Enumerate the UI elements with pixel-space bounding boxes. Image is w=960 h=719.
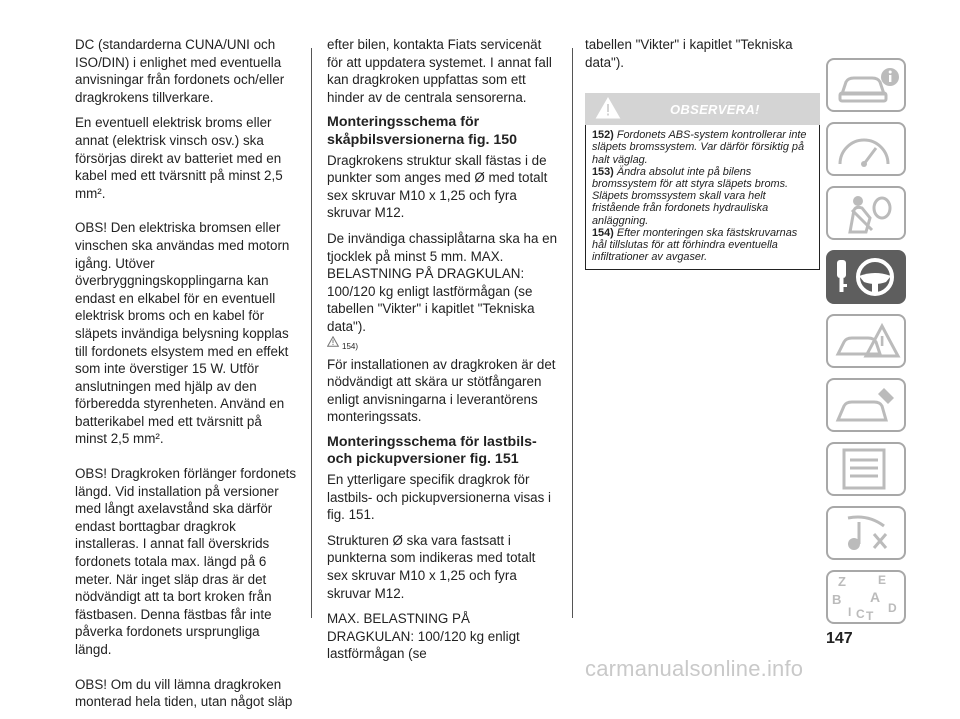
section-heading: Monteringsschema för lastbils- och pickupversioner fig. 151 xyxy=(327,433,537,468)
paragraph: OBS! Om du vill lämna dragkroken monterad hela tiden, utan något släp xyxy=(75,676,293,710)
index-letter: A xyxy=(870,589,881,605)
paragraph: tabellen "Vikter" i kapitlet "Tekniska data"). xyxy=(585,37,793,70)
tab-emergency[interactable] xyxy=(826,314,906,368)
index-alphabet-icon xyxy=(828,572,904,622)
note-title: OBSERVERA! xyxy=(670,102,760,118)
text-column-1 xyxy=(75,36,297,719)
index-letter: E xyxy=(878,573,887,587)
column-separator xyxy=(572,48,573,618)
tab-starting-driving[interactable] xyxy=(826,250,906,304)
maintenance-car-icon xyxy=(828,380,904,430)
note-number: 152) xyxy=(592,129,614,142)
index-letter: Z xyxy=(838,574,846,589)
warning-ref-number: 154) xyxy=(342,341,359,351)
index-letter: I xyxy=(848,605,852,619)
index-letter: T xyxy=(866,609,874,622)
warning-triangle-icon xyxy=(327,336,339,347)
note-number: 154) xyxy=(592,226,614,239)
tab-index[interactable] xyxy=(826,570,906,624)
car-info-icon xyxy=(828,60,904,110)
warning-triangle-icon xyxy=(595,96,621,120)
tab-car-info[interactable] xyxy=(826,58,906,112)
index-letter: D xyxy=(888,601,897,615)
page-number: 147 xyxy=(826,630,853,647)
paragraph: De invändiga chassiplåtarna ska ha en tjocklek på minst 5 mm. MAX. BELASTNING PÅ DRAGKULAN: 100/120 kg enligt lastförmågan (se tabellen "Vikter" i kapitlet "Tekniska data"). xyxy=(327,230,558,334)
note-box xyxy=(585,125,820,270)
tab-technical-data[interactable] xyxy=(826,442,906,496)
paragraph: efter bilen, kontakta Fiats servicenät för att uppdatera systemet. I annat fall kan dragkroken uppfattas som ett hinder av de centrala sensorerna. xyxy=(327,37,552,105)
paragraph: En ytterligare specifik dragkrok för lastbils- och pickupversionerna visas i fig. 151. xyxy=(327,472,552,523)
tab-dashboard[interactable] xyxy=(826,122,906,176)
note-header xyxy=(585,93,820,125)
paragraph: För installationen av dragkroken är det nödvändigt att skära ur stötfångaren enligt anvisningarna i leverantörens monteringssats. xyxy=(327,356,556,425)
chapter-tabs xyxy=(826,58,906,634)
index-letter: B xyxy=(832,592,842,607)
index-letter: C xyxy=(856,607,865,621)
tab-multimedia[interactable] xyxy=(826,506,906,560)
note-text: Fordonets ABS-system kontrollerar inte släpets bromssystem. Var därför försiktig på halt väglag. xyxy=(592,129,807,166)
note-text: Ändra absolut inte på bilens bromssystem för att styra släpets broms. Släpets bromssystem skall vara helt fristående från fordonets hydrauliska anläggning. xyxy=(592,165,789,227)
warning-reference xyxy=(327,336,559,352)
paragraph: OBS! Den elektriska bromsen eller vinschen ska användas med motorn igång. Utöver överbryggningskopplingarna kan endast en elkabel för en eventuell elektrisk broms och en kabel för släpets invändiga belysning kopplas till fordonets elsystem med en effekt som inte överstiger 15 W. Utför anslutningen med hjälp av den förberedda styrenheten. Använd en batterikabel med ett tvärsnitt på minst 2,5 mm². xyxy=(75,220,290,447)
note-text: Efter monteringen ska fästskruvarnas hål tillslutas för att förhindra eventuella infiltrationer av avgaser. xyxy=(592,226,798,264)
paragraph: Strukturen Ø ska vara fastsatt i punkterna som indikeras med totalt sex skruvar M10 x 1,25 och fyra skruvar M12. xyxy=(327,532,536,601)
column-separator xyxy=(311,48,312,618)
dashboard-icon xyxy=(828,124,904,174)
note-item xyxy=(592,129,814,166)
multimedia-icon xyxy=(828,508,904,558)
text-column-3 xyxy=(585,36,820,270)
seatbelt-airbag-icon xyxy=(828,188,904,238)
key-steering-wheel-icon xyxy=(828,252,904,302)
technical-data-icon xyxy=(828,444,904,494)
paragraph: DC (standarderna CUNA/UNI och ISO/DIN) i enlighet med eventuella anvisningar från fordonets och/eller dragkrokens tillverkare. xyxy=(75,37,285,105)
paragraph: MAX. BELASTNING PÅ DRAGKULAN: 100/120 kg enligt lastförmågan (se xyxy=(327,611,520,662)
paragraph: OBS! Dragkroken förlänger fordonets längd. Vid installation på versioner med långt axelavstånd ska därför endast borttagbar dragkrok installeras. I annat fall överskrids fordonets totala max. längd på 6 meter. När inget släp dras är det nödvändigt att ta bort kroken från fästbasen. Denna fästbas får inte påverka fordonets ursprungliga längd. xyxy=(75,466,297,657)
note-number: 153) xyxy=(592,165,614,178)
watermark: carmanualsonline.info xyxy=(585,656,804,681)
note-item xyxy=(592,166,814,227)
paragraph: En eventuell elektrisk broms eller annat (elektrisk vinsch osv.) ska försörjas direkt av batteriet med en kabel med ett tvärsnitt på minst 2,5 mm². xyxy=(75,115,283,201)
tab-maintenance[interactable] xyxy=(826,378,906,432)
note-item xyxy=(592,227,814,264)
tab-safety[interactable] xyxy=(826,186,906,240)
paragraph: Dragkrokens struktur skall fästas i de punkter som anges med Ø med totalt sex skruvar M10 x 1,25 och fyra skruvar M12. xyxy=(327,152,548,221)
text-column-2 xyxy=(327,36,559,671)
warning-car-icon xyxy=(828,316,904,366)
section-heading: Monteringsschema för skåpbilsversionerna fig. 150 xyxy=(327,114,518,148)
